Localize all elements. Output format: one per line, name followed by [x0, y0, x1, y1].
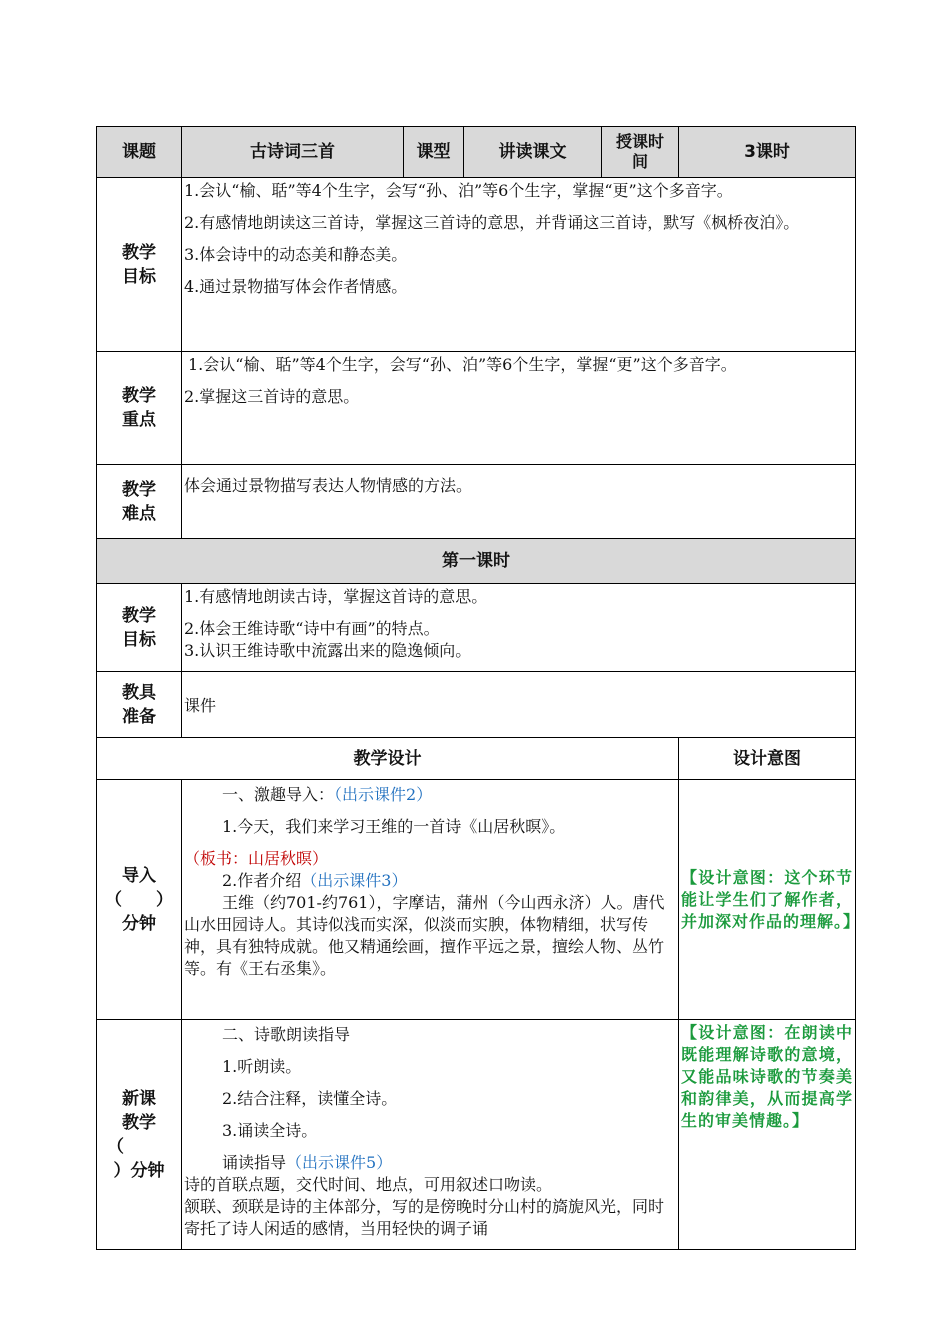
intro-p2: 2.作者介绍（出示课件3） [222, 871, 408, 890]
overall-goals-label: 教学目标 [97, 178, 182, 352]
topic-label: 课题 [97, 127, 182, 178]
newlesson-p4-note: （出示课件5） [286, 1153, 393, 1172]
newlesson-p5: 诗的首联点题，交代时间、地点，可用叙述口吻读。 [184, 1175, 553, 1194]
overall-goal-4: 4.通过景物描写体会作者情感。 [184, 277, 408, 296]
intro-board: （板书：山居秋暝） [184, 849, 329, 868]
intro-p2-note: （出示课件3） [301, 871, 408, 890]
hours-label: 授课时间 [602, 127, 679, 178]
newlesson-label-line1: 新课 [122, 1088, 156, 1109]
type-label: 课型 [404, 127, 464, 178]
newlesson-label-line4: ）分钟 [113, 1160, 165, 1181]
newlesson-label-line3: （ [107, 1136, 124, 1157]
intro-content [182, 780, 679, 1020]
lesson1-goal-2: 2.体会王维诗歌“诗中有画”的特点。 [184, 619, 440, 638]
prep-row [97, 672, 856, 738]
intro-intent: 【设计意图：这个环节能让学生们了解作者，并加深对作品的理解。】 [679, 780, 856, 1020]
lesson1-goal-3: 3.认识王维诗歌中流露出来的隐逸倾向。 [184, 641, 472, 660]
key-point-1: 1.会认“榆、聒”等4个生字，会写“孙、泊”等6个生字，掌握“更”这个多音字。 [188, 355, 737, 374]
newlesson-p4: 诵读指导（出示课件5） [222, 1153, 393, 1172]
newlesson-label-line2: 教学 [122, 1112, 156, 1133]
difficult-point: 体会通过景物描写表达人物情感的方法。 [184, 476, 473, 495]
overall-goals-row [97, 178, 856, 352]
prep-content [182, 672, 856, 738]
newlesson-p6: 颔联、颈联是诗的主体部分，写的是傍晚时分山村的旖旎风光，同时寄托了诗人闲适的感情，当用轻快的调子诵 [184, 1197, 665, 1238]
lesson1-goals-label: 教学目标 [97, 584, 182, 672]
overall-goal-1: 1.会认“榆、聒”等4个生字，会写“孙、泊”等6个生字，掌握“更”这个多音字。 [184, 181, 733, 200]
lesson1-title-row [97, 539, 856, 584]
design-header-row [97, 738, 856, 780]
newlesson-heading: 二、诗歌朗读指导 [222, 1025, 351, 1044]
overall-goals-content [182, 178, 856, 352]
lesson1-title: 第一课时 [97, 539, 856, 584]
hours-value: 3课时 [679, 127, 856, 178]
intro-label-line3: 分钟 [122, 913, 156, 934]
type-value: 讲读课文 [464, 127, 602, 178]
intro-label-line2: （ ） [105, 889, 173, 910]
intro-heading: 一、激趣导入：（出示课件2） [222, 785, 433, 804]
difficult-points-row [97, 465, 856, 539]
intro-heading-note: （出示课件2） [334, 785, 433, 804]
newlesson-p1: 1.听朗读。 [222, 1057, 302, 1076]
lesson-plan-table [96, 126, 861, 1250]
intro-p1: 1.今天，我们来学习王维的一首诗《山居秋暝》。 [222, 817, 566, 836]
difficult-points-content [182, 465, 856, 539]
newlesson-row [97, 1020, 856, 1250]
key-point-2: 2.掌握这三首诗的意思。 [184, 387, 360, 406]
lesson1-goal-1: 1.有感情地朗读古诗，掌握这首诗的意思。 [184, 587, 488, 606]
intro-label [97, 780, 182, 1020]
intro-p3: 王维（约701-约761），字摩诘，蒲州（今山西永济）人。唐代山水田园诗人。其诗似浅而实深，似淡而实腴，体物精细，状写传神，具有独特成就。他又精通绘画，擅作平远之景，擅绘人物、丛竹等。有《王右丞集》。 [184, 893, 665, 978]
key-points-content [182, 352, 856, 465]
intro-row [97, 780, 856, 1020]
lesson-plan-sheet [96, 126, 861, 1250]
newlesson-p3: 3.诵读全诗。 [222, 1121, 318, 1140]
intro-label-line1: 导入 [122, 865, 156, 886]
key-points-label: 教学重点 [97, 352, 182, 465]
prep-label: 教具准备 [97, 672, 182, 738]
lesson1-goals-content [182, 584, 856, 672]
newlesson-p2: 2.结合注释，读懂全诗。 [222, 1089, 398, 1108]
prep-value: 课件 [184, 695, 217, 715]
difficult-points-label: 教学难点 [97, 465, 182, 539]
lesson1-goals-row [97, 584, 856, 672]
newlesson-content [182, 1020, 679, 1250]
overall-goal-3: 3.体会诗中的动态美和静态美。 [184, 245, 408, 264]
newlesson-intent: 【设计意图：在朗读中既能理解诗歌的意境，又能品味诗歌的节奏美和韵律美，从而提高学生的审美情趣。】 [679, 1020, 856, 1250]
design-header: 教学设计 [97, 738, 679, 780]
header-row [97, 127, 856, 178]
overall-goal-2: 2.有感情地朗读这三首诗，掌握这三首诗的意思，并背诵这三首诗，默写《枫桥夜泊》。 [184, 213, 800, 232]
intent-header: 设计意图 [679, 738, 856, 780]
topic-value: 古诗词三首 [182, 127, 404, 178]
newlesson-label [97, 1020, 182, 1250]
key-points-row [97, 352, 856, 465]
